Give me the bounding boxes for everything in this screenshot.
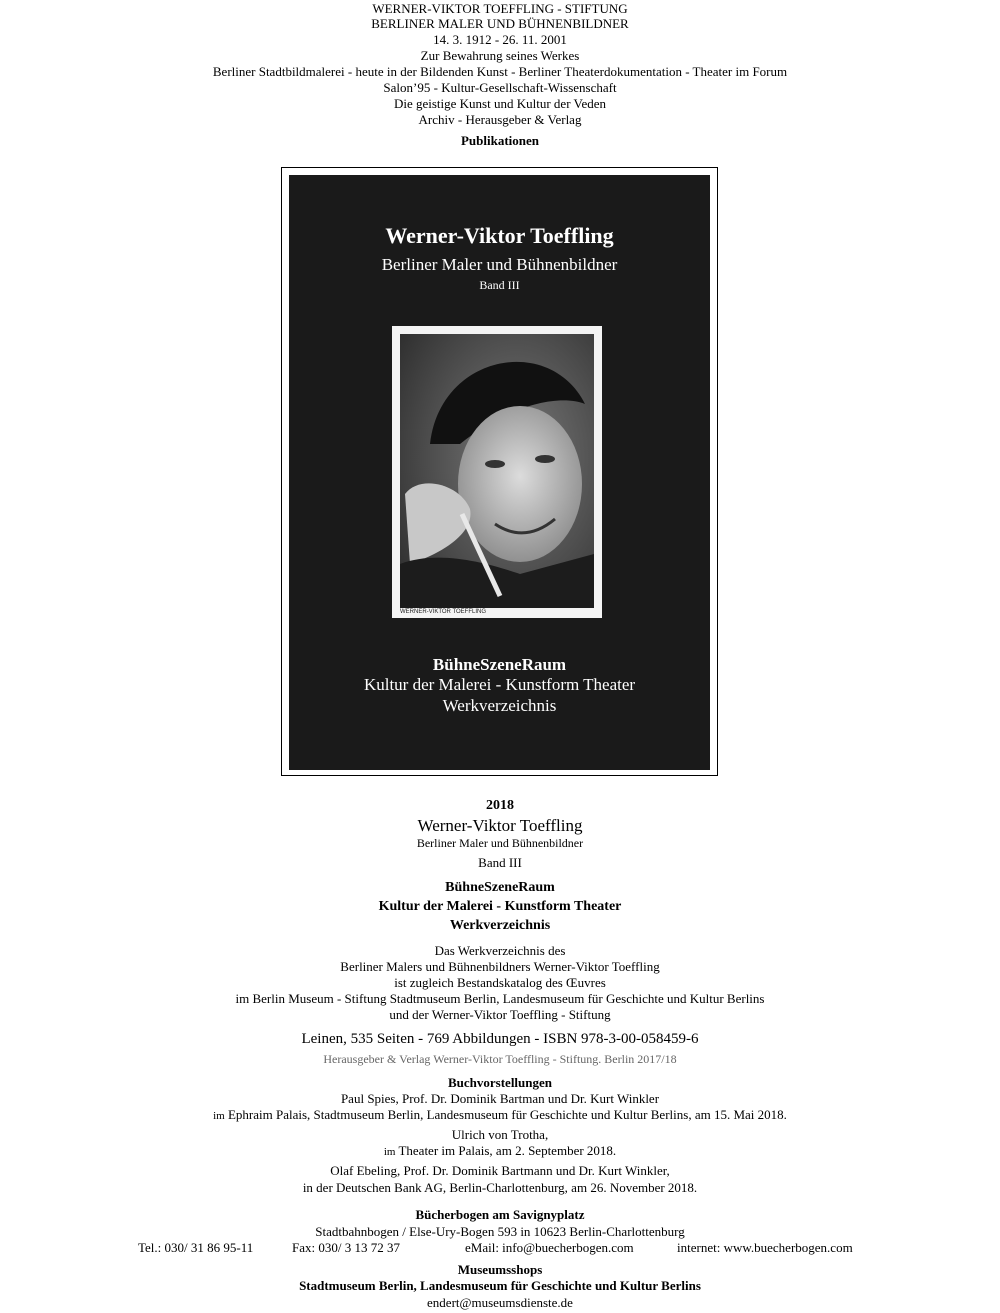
salon-line: Salon’95 - Kultur-Gesellschaft-Wissenschaft xyxy=(383,80,617,95)
presentation-3-people: Olaf Ebeling, Prof. Dr. Dominik Bartmann und Dr. Kurt Winkler, xyxy=(330,1163,670,1178)
book-author: Werner-Viktor Toeffling xyxy=(417,816,583,835)
presentations-heading: Buchvorstellungen xyxy=(447,1075,552,1090)
cover-volume: Band III xyxy=(479,278,520,292)
book-type: Werkverzeichnis xyxy=(449,918,551,933)
book-description-line: ist zugleich Bestandskatalog des Œuvres xyxy=(394,975,606,990)
book-publisher: Herausgeber & Verlag Werner-Viktor Toeffling - Stiftung. Berlin 2017/18 xyxy=(323,1052,677,1066)
presentation-2-prefix: im xyxy=(383,1146,396,1158)
bookshop-website[interactable]: internet: www.buecherbogen.com xyxy=(677,1240,853,1255)
foundation-title: WERNER-VIKTOR TOEFFLING - STIFTUNG xyxy=(372,1,628,16)
cover-title: BühneSzeneRaum xyxy=(432,655,567,674)
portrait-photo xyxy=(400,334,594,608)
life-dates: 14. 3. 1912 - 26. 11. 2001 xyxy=(433,32,567,47)
museumshop-heading: Museumsshops xyxy=(457,1262,543,1277)
presentation-1-prefix: im xyxy=(213,1110,225,1122)
bookshop-address: Stadtbahnbogen / Else-Ury-Bogen 593 in 10623 Berlin-Charlottenburg xyxy=(315,1224,685,1239)
bookshop-email[interactable]: eMail: info@buecherbogen.com xyxy=(465,1240,634,1255)
book-subtitle: Berliner Maler und Bühnenbildner xyxy=(416,836,584,850)
museumshop-name: Stadtmuseum Berlin, Landesmuseum für Geschichte und Kultur Berlins xyxy=(299,1278,701,1293)
presentation-1-people: Paul Spies, Prof. Dr. Dominik Bartman und Dr. Kurt Winkler xyxy=(340,1091,660,1106)
veden-line: Die geistige Kunst und Kultur der Veden xyxy=(393,96,607,111)
bookshop-tel: Tel.: 030/ 31 86 95-11 xyxy=(138,1240,254,1255)
foundation-subtitle: BERLINER MALER UND BÜHNENBILDNER xyxy=(371,16,629,31)
presentation-2-place: im Theater im Palais, am 2. September 2018. xyxy=(383,1143,617,1158)
portrait-frame xyxy=(392,326,602,618)
presentation-2-people: Ulrich von Trotha, xyxy=(451,1127,549,1142)
areas-line: Berliner Stadtbildmalerei - heute in der Bildenden Kunst - Berliner Theaterdokumentation - Theater im Forum xyxy=(212,64,788,79)
bookshop-heading: Bücherbogen am Savignyplatz xyxy=(415,1207,585,1222)
book-description-line: und der Werner-Viktor Toeffling - Stiftung xyxy=(389,1007,611,1022)
museumshop-email[interactable]: endert@museumsdienste.de xyxy=(427,1295,573,1310)
book-title: BühneSzeneRaum xyxy=(445,880,555,895)
bookshop-fax: Fax: 030/ 3 13 72 37 xyxy=(292,1240,400,1255)
book-specs: Leinen, 535 Seiten - 769 Abbildungen - ISBN 978-3-00-058459-6 xyxy=(301,1031,699,1047)
portrait-caption: WERNER-VIKTOR TOEFFLING xyxy=(400,609,487,615)
section-heading: Publikationen xyxy=(460,133,540,148)
cover-tagline: Kultur der Malerei - Kunstform Theater xyxy=(363,675,636,694)
book-year: 2018 xyxy=(486,798,514,813)
cover-type: Werkverzeichnis xyxy=(442,696,557,715)
cover-subtitle: Berliner Maler und Bühnenbildner xyxy=(381,255,618,274)
presentation-3-place: in der Deutschen Bank AG, Berlin-Charlottenburg, am 26. November 2018. xyxy=(302,1180,698,1195)
archive-line: Archiv - Herausgeber & Verlag xyxy=(418,112,582,127)
book-cover xyxy=(289,175,710,770)
cover-author: Werner-Viktor Toeffling xyxy=(385,223,614,248)
book-tagline: Kultur der Malerei - Kunstform Theater xyxy=(378,899,622,914)
book-description-line: im Berlin Museum - Stiftung Stadtmuseum Berlin, Landesmuseum für Geschichte und Kultur Berlins xyxy=(235,991,765,1006)
purpose-line: Zur Bewahrung seines Werkes xyxy=(420,48,580,63)
presentation-1-place: im Ephraim Palais, Stadtmuseum Berlin, Landesmuseum für Geschichte und Kultur Berlins, am 15. Mai 2018. xyxy=(213,1107,787,1122)
book-description-line: Das Werkverzeichnis des xyxy=(434,943,566,958)
book-volume: Band III xyxy=(478,855,522,870)
book-description-line: Berliner Malers und Bühnenbildners Werner-Viktor Toeffling xyxy=(340,959,660,974)
